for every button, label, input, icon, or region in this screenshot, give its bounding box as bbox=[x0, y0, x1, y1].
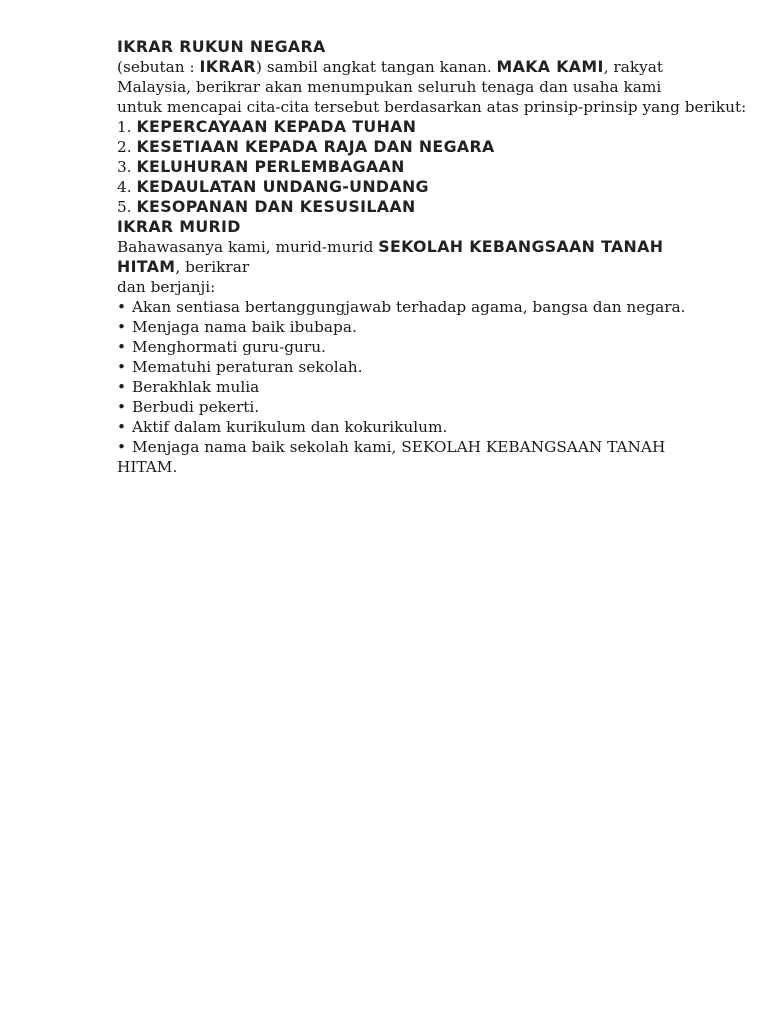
bullet-icon: • bbox=[117, 318, 127, 336]
list-item bbox=[117, 337, 708, 357]
list-item-text: Menghormati guru-guru. bbox=[132, 338, 326, 356]
list-item bbox=[117, 397, 708, 417]
maka-kami-keyword: MAKA KAMI bbox=[496, 57, 604, 76]
murid-intro-line-2 bbox=[117, 257, 708, 277]
bullet-icon: • bbox=[117, 358, 127, 376]
rukun-negara-intro-line-1 bbox=[117, 57, 708, 77]
murid-intro-line-1 bbox=[117, 237, 708, 257]
intro-text: ) sambil angkat tangan kanan. bbox=[255, 58, 497, 76]
principle-number: 2. bbox=[117, 138, 137, 156]
principle-item bbox=[117, 177, 708, 197]
ikrar-keyword: IKRAR bbox=[199, 57, 256, 76]
list-item bbox=[117, 377, 708, 397]
bullet-icon: • bbox=[117, 298, 127, 316]
heading-ikrar-murid: IKRAR MURID bbox=[117, 217, 241, 236]
school-name-part-2: HITAM bbox=[117, 257, 176, 276]
principle-number: 4. bbox=[117, 178, 137, 196]
intro-text: (sebutan : bbox=[117, 58, 200, 76]
list-item-text: Aktif dalam kurikulum dan kokurikulum. bbox=[132, 418, 448, 436]
principle-text: KEDAULATAN UNDANG-UNDANG bbox=[136, 177, 429, 196]
intro-text: , berikrar bbox=[175, 258, 250, 276]
list-item bbox=[117, 297, 708, 317]
list-item-text: Menjaga nama baik sekolah kami, SEKOLAH KEBANGSAAN TANAH HITAM. bbox=[117, 438, 666, 476]
list-item-text: Berbudi pekerti. bbox=[132, 398, 260, 416]
intro-text: Bahawasanya kami, murid-murid bbox=[117, 238, 379, 256]
pledge-list bbox=[117, 297, 708, 477]
principle-item bbox=[117, 137, 708, 157]
list-item bbox=[117, 317, 708, 337]
bullet-icon: • bbox=[117, 398, 127, 416]
principle-number: 1. bbox=[117, 118, 137, 136]
intro-text: , rakyat bbox=[603, 58, 664, 76]
principle-item bbox=[117, 197, 708, 217]
list-item-text: Berakhlak mulia bbox=[132, 378, 260, 396]
principle-text: KESOPANAN DAN KESUSILAAN bbox=[136, 197, 416, 216]
murid-intro-line-3: dan berjanji: bbox=[117, 278, 216, 296]
principle-number: 5. bbox=[117, 198, 137, 216]
heading-ikrar-rukun-negara: IKRAR RUKUN NEGARA bbox=[117, 37, 326, 56]
principle-number: 3. bbox=[117, 158, 137, 176]
principle-text: KESETIAAN KEPADA RAJA DAN NEGARA bbox=[136, 137, 495, 156]
bullet-icon: • bbox=[117, 378, 127, 396]
list-item bbox=[117, 357, 708, 377]
list-item-text: Menjaga nama baik ibubapa. bbox=[132, 318, 357, 336]
list-item bbox=[117, 437, 677, 477]
bullet-icon: • bbox=[117, 338, 127, 356]
list-item-text: Akan sentiasa bertanggungjawab terhadap agama, bangsa dan negara. bbox=[132, 298, 686, 316]
principle-item bbox=[117, 117, 708, 137]
principle-item bbox=[117, 157, 708, 177]
bullet-icon: • bbox=[117, 418, 127, 436]
school-name-part-1: SEKOLAH KEBANGSAAN TANAH bbox=[378, 237, 664, 256]
rukun-negara-intro-line-3: untuk mencapai cita-cita tersebut berdasarkan atas prinsip-prinsip yang berikut: bbox=[117, 98, 747, 116]
list-item-text: Mematuhi peraturan sekolah. bbox=[132, 358, 363, 376]
list-item bbox=[117, 417, 708, 437]
bullet-icon: • bbox=[117, 438, 127, 456]
rukun-negara-intro-line-2: Malaysia, berikrar akan menumpukan seluruh tenaga dan usaha kami bbox=[117, 78, 662, 96]
principle-text: KELUHURAN PERLEMBAGAAN bbox=[136, 157, 405, 176]
principle-text: KEPERCAYAAN KEPADA TUHAN bbox=[136, 117, 417, 136]
